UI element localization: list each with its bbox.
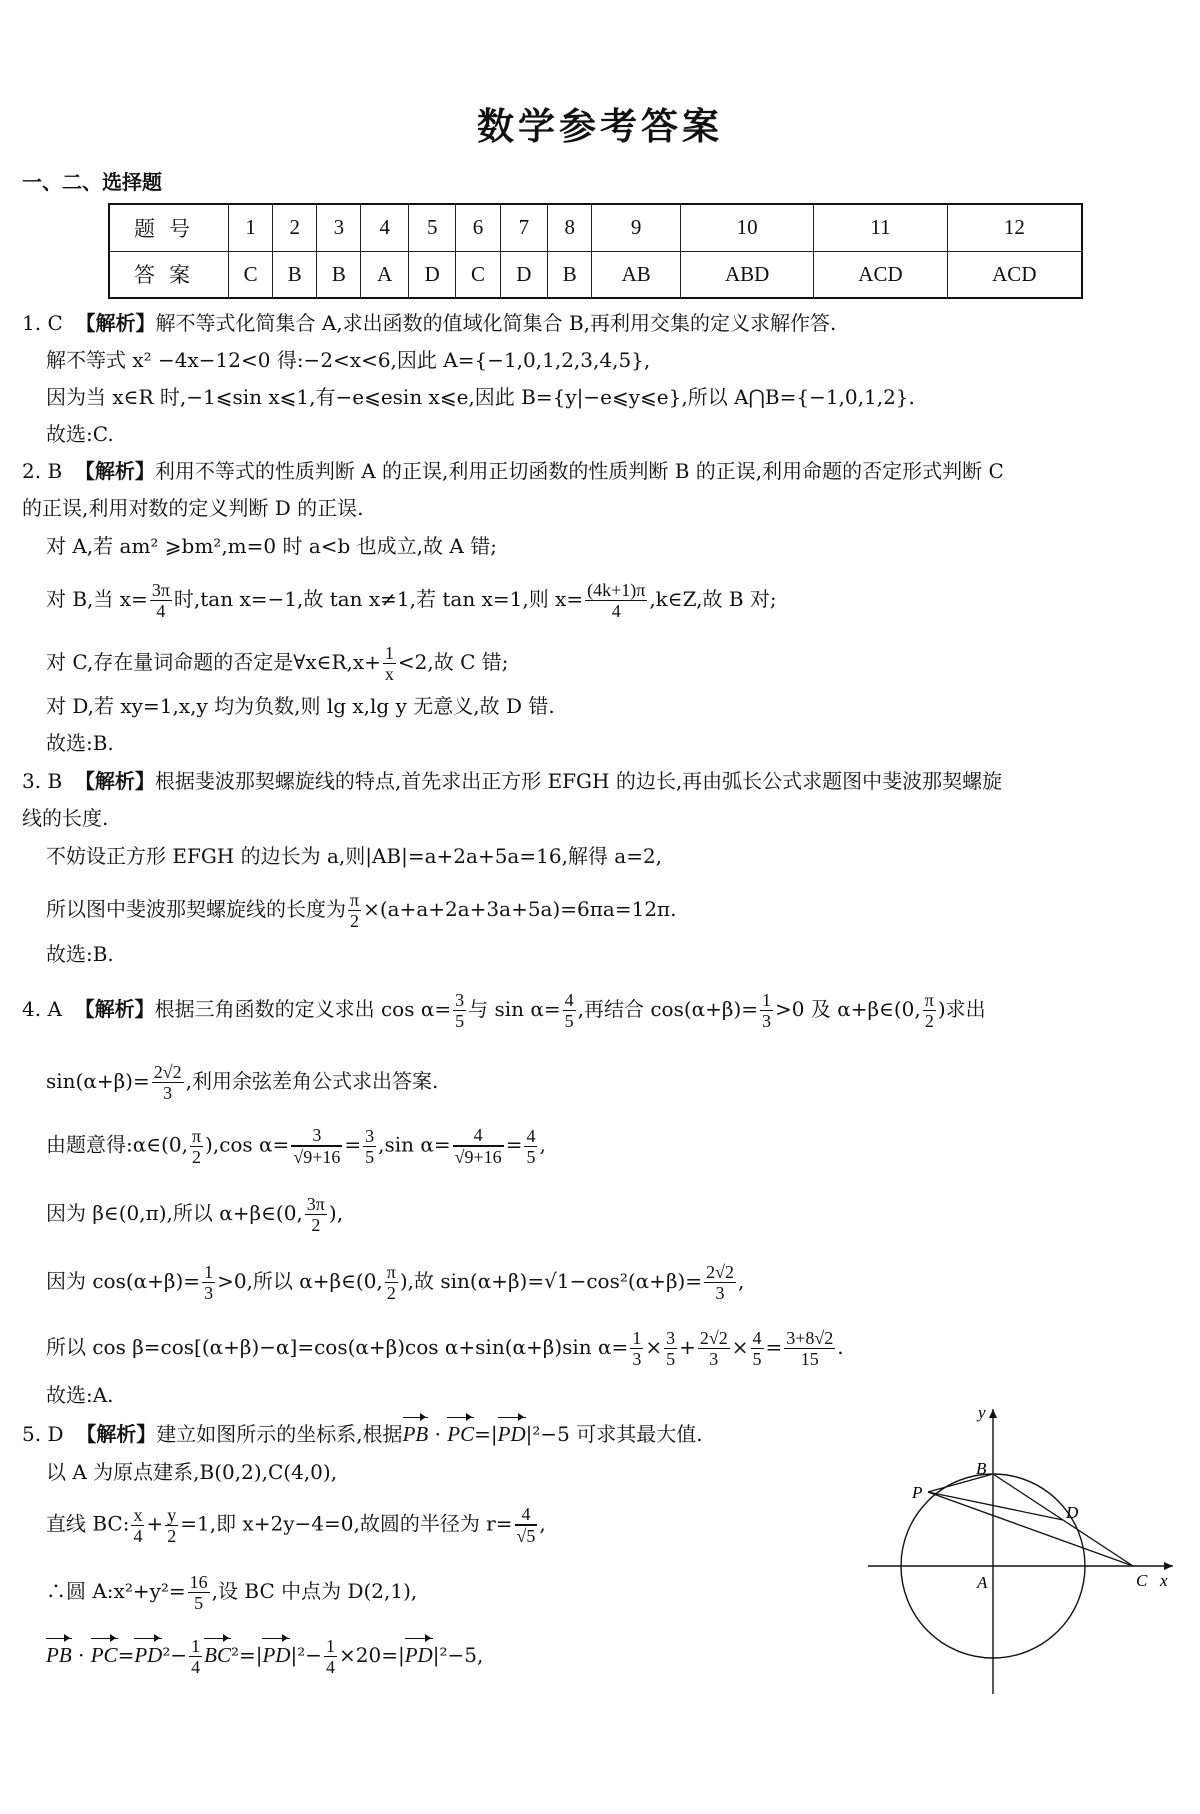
fraction: $\frac{3+8√2}{15}$ bbox=[786, 1328, 834, 1369]
q2-head: 2. B 【解析】利用不等式的性质判断 A 的正误,利用正切函数的性质判断 B 的正误,利用命题的否定形式判断 C bbox=[22, 459, 1004, 483]
fraction: $\frac{1}{3}$ bbox=[204, 1262, 214, 1303]
table-cell: A bbox=[361, 251, 409, 298]
fraction: $\frac{\pi}{2}$ bbox=[924, 990, 934, 1031]
table-cell: 10 bbox=[681, 204, 814, 251]
q4-line1: 由题意得:α∈(0, $\frac{\pi}{2}$ ),cos α= $\frac{3}{√9+16}$ = $\frac{3}{5}$ ,sin α= $\frac{4}{√9+16}$ = $\frac{4}{5}$ , bbox=[46, 1125, 546, 1167]
q4-line3: 因为 cos(α+β)= $\frac{1}{3}$ >0,所以 α+β∈(0, $\frac{\pi}{2}$ ),故 sin(α+β)=√1−cos²(α+β)= $\frac{2√2}{3}$ , bbox=[46, 1262, 745, 1303]
row-label-answer: 答案 bbox=[109, 251, 229, 298]
q2-line-c: 对 C,存在量词命题的否定是∀x∈R,x+ $\frac{1}{x}$ <2,故 C 错; bbox=[46, 643, 509, 684]
q3-line1: 不妨设正方形 EFGH 的边长为 a,则|AB|=a+2a+5a=16,解得 a=2, bbox=[46, 844, 663, 868]
fraction: $\frac{4}{5}$ bbox=[526, 1125, 536, 1167]
y-axis-arrow-icon bbox=[989, 1409, 997, 1418]
table-cell: 6 bbox=[456, 204, 500, 251]
row-label-number: 题号 bbox=[109, 204, 229, 251]
fraction: $\frac{x}{4}$ bbox=[133, 1504, 143, 1546]
q2-line-a: 对 A,若 am² ⩾bm²,m=0 时 a<b 也成立,故 A 错; bbox=[46, 534, 497, 558]
fraction: $\frac{3}{5}$ bbox=[666, 1328, 676, 1369]
q4-line2: 因为 β∈(0,π),所以 α+β∈(0, $\frac{3\pi}{2}$ ), bbox=[46, 1194, 344, 1235]
table-cell: C bbox=[229, 251, 273, 298]
fraction: $\frac{3}{5}$ bbox=[365, 1125, 375, 1167]
table-cell: C bbox=[456, 251, 500, 298]
q1-line2: 因为当 x∈R 时,−1⩽sin x⩽1,有−e⩽esin x⩽e,因此 B={y|−e⩽y⩽e},所以 A⋂B={−1,0,1,2}. bbox=[46, 385, 915, 409]
q5-line3: ∴圆 A:x²+y²= $\frac{16}{5}$ ,设 BC 中点为 D(2,1), bbox=[46, 1572, 418, 1613]
fraction: $\frac{16}{5}$ bbox=[189, 1572, 208, 1613]
vector: PB bbox=[402, 1422, 429, 1446]
q2-analysis-cont: 的正误,利用对数的定义判断 D 的正误. bbox=[22, 496, 364, 520]
fraction: $\frac{1}{3}$ bbox=[632, 1328, 642, 1369]
label-d: D bbox=[1066, 1503, 1079, 1522]
table-cell: D bbox=[408, 251, 456, 298]
vector: PB bbox=[46, 1643, 72, 1667]
table-cell: ABD bbox=[681, 251, 814, 298]
q3-choice: 故选:B. bbox=[46, 942, 114, 966]
table-cell: 11 bbox=[814, 204, 947, 251]
table-cell: ACD bbox=[814, 251, 947, 298]
fraction: $\frac{\pi}{2}$ bbox=[191, 1125, 202, 1167]
q2-line-d: 对 D,若 xy=1,x,y 均为负数,则 lg x,lg y 无意义,故 D 错. bbox=[46, 694, 555, 718]
table-row-numbers bbox=[109, 204, 1082, 251]
vector: PC bbox=[90, 1643, 118, 1667]
fraction: $\frac{4}{√5}$ bbox=[516, 1504, 536, 1546]
table-cell: AB bbox=[592, 251, 681, 298]
table-cell: 3 bbox=[317, 204, 361, 251]
q1-head: 1. C 【解析】解不等式化简集合 A,求出函数的值域化简集合 B,再利用交集的定义求解作答. bbox=[22, 311, 837, 335]
fraction: $\frac{1}{3}$ bbox=[762, 990, 772, 1031]
coordinate-figure bbox=[868, 1404, 1178, 1694]
fraction: $\frac{\pi}{2}$ bbox=[386, 1262, 396, 1303]
label-b: B bbox=[976, 1459, 987, 1478]
q3-line2: 所以图中斐波那契螺旋线的长度为 $\frac{\pi}{2}$ ×(a+a+2a+3a+5a)=6πa=12π. bbox=[46, 890, 677, 931]
q3-analysis-cont: 线的长度. bbox=[22, 806, 109, 830]
q3-head: 3. B 【解析】根据斐波那契螺旋线的特点,首先求出正方形 EFGH 的边长,再由弧长公式求题图中斐波那契螺旋 bbox=[22, 769, 1003, 793]
fraction: $\frac{3}{5}$ bbox=[455, 990, 465, 1031]
q5-head: 5. D 【解析】建立如图所示的坐标系,根据PB · PC=|PD|²−5 可求其最大值. bbox=[22, 1422, 703, 1446]
fraction: $\frac{4}{√9+16}$ bbox=[454, 1125, 502, 1167]
label-a: A bbox=[977, 1573, 988, 1592]
q5-line1: 以 A 为原点建系,B(0,2),C(4,0), bbox=[46, 1460, 338, 1484]
q5-line4: PB · PC=PD²− $\frac{1}{4}$ BC²=|PD|²− $\frac{1}{4}$ ×20=|PD|²−5, bbox=[46, 1636, 484, 1677]
vector: PD bbox=[262, 1643, 291, 1667]
table-cell: 12 bbox=[947, 204, 1082, 251]
vector: PC bbox=[447, 1422, 475, 1446]
q1-line1: 解不等式 x² −4x−12<0 得:−2<x<6,因此 A={−1,0,1,2,3,4,5}, bbox=[46, 348, 651, 372]
table-cell: ACD bbox=[947, 251, 1082, 298]
fraction: $\frac{1}{4}$ bbox=[191, 1636, 201, 1677]
table-cell: 5 bbox=[408, 204, 456, 251]
vector: PD bbox=[134, 1643, 163, 1667]
table-row-answers bbox=[109, 251, 1082, 298]
table-cell: B bbox=[317, 251, 361, 298]
page-title: 数学参考答案 bbox=[477, 104, 723, 148]
vector: PD bbox=[404, 1643, 433, 1667]
q4-head: 4. A 【解析】根据三角函数的定义求出 cos α= $\frac{3}{5}$ 与 sin α= $\frac{4}{5}$ ,再结合 cos(α+β)= $\frac{1}{3}$ >0 及 α+β∈(0, $\frac{\pi}{2}$ )求出 bbox=[22, 990, 986, 1031]
fraction: $\frac{y}{2}$ bbox=[167, 1504, 177, 1546]
fraction: $\frac{1}{4}$ bbox=[326, 1636, 335, 1677]
table-cell: 9 bbox=[592, 204, 681, 251]
q2-line-b: 对 B,当 x= $\frac{3\pi}{4}$ 时,tan x=−1,故 tan x≠1,若 tan x=1,则 x= $\frac{(4k+1)\pi}{4}$ ,k∈Z,故 B 对; bbox=[46, 580, 777, 621]
fraction: $\frac{3\pi}{2}$ bbox=[306, 1194, 325, 1235]
fraction: $\frac{2√2}{3}$ bbox=[706, 1262, 734, 1303]
q4-line4: 所以 cos β=cos[(α+β)−α]=cos(α+β)cos α+sin(α+β)sin α= $\frac{1}{3}$ × $\frac{3}{5}$ + $\frac{2√2}{3}$ × $\frac{4}{5}$ = $\frac{3+8√2}{15}$ . bbox=[46, 1328, 844, 1369]
table-cell: 4 bbox=[361, 204, 409, 251]
label-p: P bbox=[912, 1483, 923, 1502]
label-y: y bbox=[978, 1404, 986, 1422]
fraction: $\frac{2√2}{3}$ bbox=[699, 1328, 728, 1369]
q5-line2: 直线 BC: $\frac{x}{4}$ + $\frac{y}{2}$ =1,即 x+2y−4=0,故圆的半径为 r= $\frac{4}{√5}$ , bbox=[46, 1504, 546, 1546]
q2-choice: 故选:B. bbox=[46, 731, 114, 755]
fraction: $\frac{4}{5}$ bbox=[564, 990, 574, 1031]
fraction: $\frac{\pi}{2}$ bbox=[350, 890, 360, 931]
q4-line-b: sin(α+β)= $\frac{2√2}{3}$ ,利用余弦差角公式求出答案. bbox=[46, 1062, 439, 1103]
fraction: $\frac{4}{5}$ bbox=[752, 1328, 762, 1369]
table-cell: 8 bbox=[548, 204, 592, 251]
fraction: $\frac{2√2}{3}$ bbox=[153, 1062, 182, 1103]
fraction: $\frac{3}{√9+16}$ bbox=[293, 1125, 341, 1167]
segment-pc bbox=[928, 1492, 1133, 1566]
table-cell: D bbox=[500, 251, 548, 298]
table-cell: 2 bbox=[273, 204, 317, 251]
x-axis-arrow-icon bbox=[1164, 1562, 1173, 1570]
q4-choice: 故选:A. bbox=[46, 1383, 114, 1407]
table-cell: 1 bbox=[229, 204, 273, 251]
label-c: C bbox=[1136, 1571, 1148, 1590]
fraction: $\frac{1}{x}$ bbox=[384, 643, 394, 684]
fraction: $\frac{(4k+1)\pi}{4}$ bbox=[587, 580, 646, 621]
vector: BC bbox=[204, 1643, 231, 1667]
section-heading: 一、二、选择题 bbox=[22, 170, 162, 194]
label-x: x bbox=[1160, 1571, 1168, 1590]
answer-table bbox=[108, 203, 1083, 299]
table-cell: B bbox=[273, 251, 317, 298]
table-cell: 7 bbox=[500, 204, 548, 251]
table-cell: B bbox=[548, 251, 592, 298]
q1-choice: 故选:C. bbox=[46, 422, 114, 446]
fraction: $\frac{3\pi}{4}$ bbox=[151, 580, 170, 621]
vector: PD bbox=[497, 1422, 526, 1446]
